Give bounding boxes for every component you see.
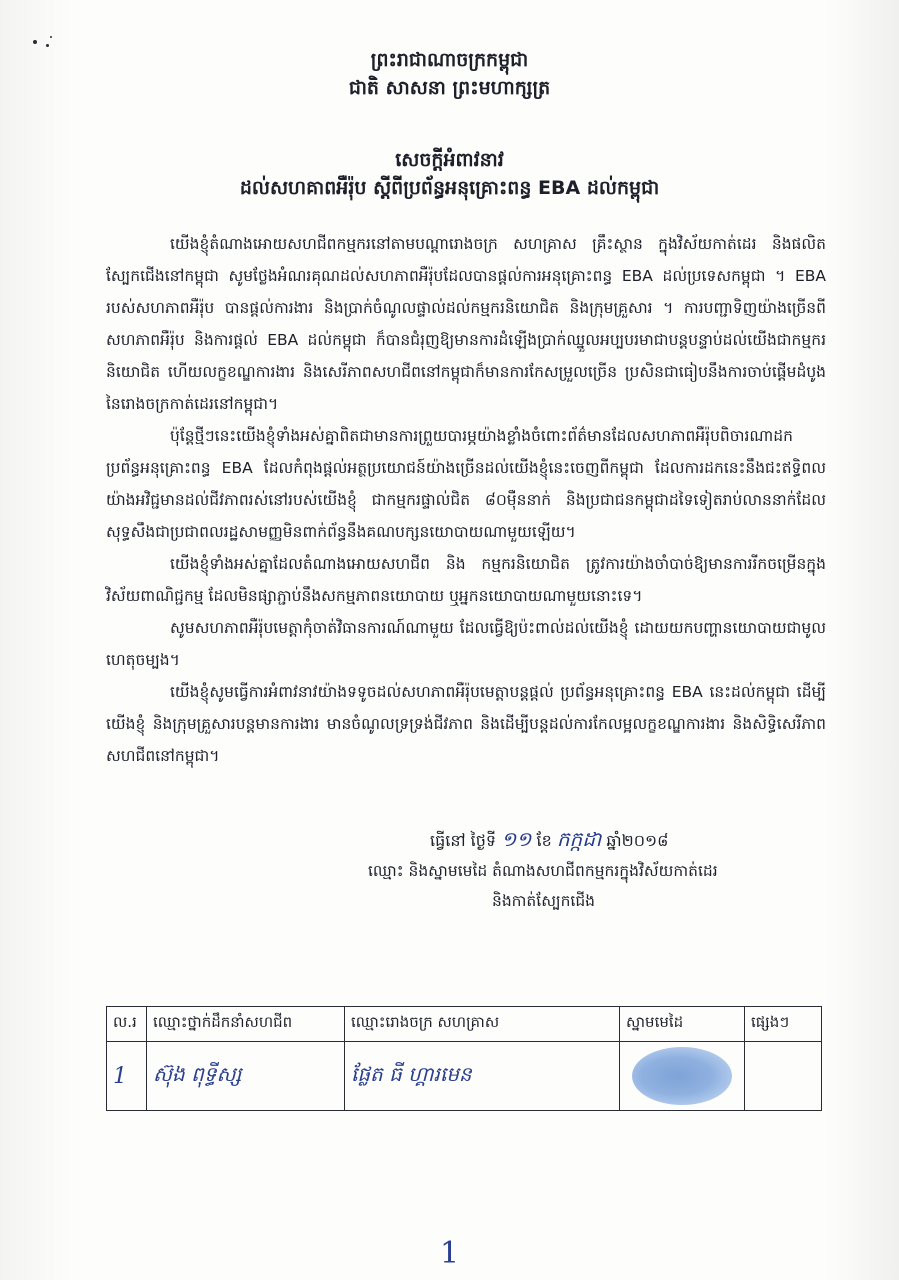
cell-leader bbox=[147, 1042, 345, 1111]
document-title: សេចក្តីអំពាវនាវ bbox=[395, 149, 504, 171]
date-line bbox=[430, 826, 668, 854]
handwritten-leader-name: ស៊ុង ពុទ្ធីស្ស bbox=[153, 1062, 242, 1086]
handwritten-row-number: 1 bbox=[113, 1063, 127, 1089]
handwritten-day: ១១ bbox=[501, 827, 532, 851]
col-header-no: ល.រ bbox=[107, 1007, 147, 1042]
ink-speck bbox=[33, 40, 37, 44]
paragraph-5: យើងខ្ញុំសូមធ្វើការអំពាវនាវយ៉ាងទទូចដល់សហភាពអឺរ៉ុបមេត្តាបន្តផ្តល់ ប្រព័ន្ធអនុគ្រោះពន្ធ EBA នេះដល់កម្ពុជា ដើម្បីយើងខ្ញុំ និងក្រុមគ្រួសារបន្តមានការងារ មានចំណូលទ្រទ្រង់ជីវភាព និងដើម្បីបន្តដល់ការកែលម្អលក្ខខណ្ឌការងារ និងសិទ្ធិសេរីភាពសហជីពនៅកម្ពុជា។ bbox=[106, 683, 826, 765]
month-label: ខែ bbox=[536, 831, 552, 850]
paragraph-2: ប៉ុន្តែថ្មីៗនេះយើងខ្ញុំទាំងអស់គ្នាពិតជាមានការព្រួយបារម្ភយ៉ាងខ្លាំងចំពោះព័ត៌មានដែលសហភាពអឺរ៉ុបពិចារណាដកប្រព័ន្ធអនុគ្រោះពន្ធ EBA ដែលកំពុងផ្តល់អត្ថប្រយោជន៍យ៉ាងច្រើនដល់យើងខ្ញុំនេះចេញពីកម្ពុជា ដែលការដកនេះនឹងជះឥទ្ធិពលយ៉ាងអវិជ្ជមានដល់ជីវភាពរស់នៅរបស់យើងខ្ញុំ ជាកម្មករផ្ទាល់ជិត ៨០ម៉ឺននាក់ និងប្រជាជនកម្ពុជាដទៃទៀតរាប់លាននាក់ដែលសុទ្ធសឹងជាប្រជាពលរដ្ឋសាមញ្ញមិនពាក់ព័ន្ធនឹងគណបក្សនយោបាយណាមួយឡើយ។ bbox=[106, 427, 826, 541]
ink-speck bbox=[46, 44, 49, 47]
paragraph-4: សូមសហភាពអឺរ៉ុបមេត្តាកុំចាត់វិធានការណ៍ណាមួយ ដែលធ្វើឱ្យប៉ះពាល់ដល់យើងខ្ញុំ ដោយយកបញ្ហានយោបាយជាមូលហេតុចម្បង។ bbox=[106, 619, 826, 669]
made-at-label: ធ្វើនៅ ថ្ងៃទី bbox=[430, 831, 497, 850]
national-motto: ជាតិ សាសនា ព្រះមហាក្សត្រ bbox=[348, 77, 551, 99]
page-number: 1 bbox=[439, 1236, 460, 1271]
col-header-thumbprint: ស្នាមមេដៃ bbox=[620, 1007, 745, 1042]
ink-speck bbox=[50, 36, 52, 38]
cell-other bbox=[745, 1042, 822, 1111]
col-header-factory: ឈ្មោះរោងចក្រ សហគ្រាស bbox=[345, 1007, 620, 1042]
table-header-row bbox=[107, 1007, 822, 1042]
paragraph-3: យើងខ្ញុំទាំងអស់គ្នាដែលតំណាងអោយសហជីព និង កម្មករនិយោជិត ត្រូវការយ៉ាងចាំបាច់ឱ្យមានការរីកចម្រើនក្នុងវិស័យពាណិជ្ជកម្ម ដែលមិនផ្សាភ្ជាប់នឹងសកម្មភាពនយោបាយ ឬអ្នកនយោបាយណាមួយនោះទេ។ bbox=[106, 555, 826, 605]
paragraph-1: យើងខ្ញុំតំណាងអោយសហជីពកម្មករនៅតាមបណ្តារោងចក្រ សហគ្រាស គ្រឹះស្ថាន ក្នុងវិស័យកាត់ដេរ និងផលិតស្បែកជើងនៅកម្ពុជា សូមថ្លែងអំណរគុណដល់សហភាពអឺរ៉ុបដែលបានផ្តល់ការអនុគ្រោះពន្ធ EBA ដល់ប្រទេសកម្ពុជា ។ EBA របស់សហភាពអឺរ៉ុប បានផ្តល់ការងារ និងប្រាក់ចំណូលផ្ទាល់ដល់កម្មករនិយោជិត និងក្រុមគ្រួសារ ។ ការបញ្ជាទិញយ៉ាងច្រើនពីសហភាពអឺរ៉ុប និងការផ្តល់ EBA ដល់កម្ពុជា ក៏បានជំរុញឱ្យមានការដំឡើងប្រាក់ឈ្នួលអប្បបរមាជាបន្តបន្ទាប់ដល់យើងជាកម្មករនិយោជិត ហើយលក្ខខណ្ឌការងារ និងសេរីភាពសហជីពនៅកម្ពុជាក៏មានការកែសម្រួលច្រើន ប្រសិនជាធៀបនឹងការចាប់ផ្តើមដំបូងនៃរោងចក្រកាត់ដេរនៅកម្ពុជា។ bbox=[106, 235, 826, 413]
document-subtitle: ដល់សហគាពអឺរ៉ុប ស្តីពីប្រព័ន្ធអនុគ្រោះពន្ធ EBA ដល់កម្ពុជា bbox=[239, 177, 660, 199]
thumbprint-icon bbox=[632, 1047, 732, 1105]
appeal-body bbox=[106, 228, 826, 772]
handwritten-factory-name: ផ្លែត ធី ហ្គារមេន bbox=[351, 1062, 472, 1086]
signature-caption: ឈ្មោះ និងស្នាមមេដៃ តំណាងសហជីពកម្មករក្នុងវិស័យកាត់ដេរ bbox=[368, 862, 718, 880]
cell-thumbprint bbox=[620, 1042, 745, 1111]
cell-no bbox=[107, 1042, 147, 1111]
col-header-other: ផ្សេងៗ bbox=[745, 1007, 822, 1042]
kingdom-heading: ព្រះរាជាណាចក្រកម្ពុជា bbox=[370, 49, 529, 71]
signature-table bbox=[106, 1006, 822, 1111]
table-row bbox=[107, 1042, 822, 1111]
col-header-leader: ឈ្មោះថ្នាក់ដឹកនាំសហជីព bbox=[147, 1007, 345, 1042]
signature-caption-cont: និងកាត់ស្បែកជើង bbox=[492, 892, 596, 910]
handwritten-month: កក្កដា bbox=[556, 827, 602, 851]
year-label: ឆ្នាំ២០១៨ bbox=[606, 831, 669, 850]
cell-factory bbox=[345, 1042, 620, 1111]
